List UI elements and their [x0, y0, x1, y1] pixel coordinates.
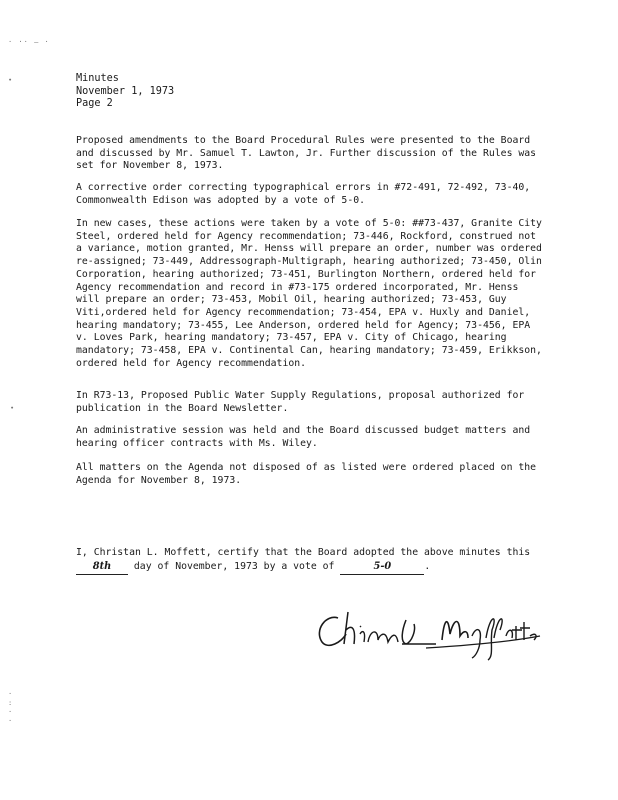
paragraph-corrective-order: A corrective order correcting typographical errors in #72-491, 72-492, 73-40, Commonwealth Edison was adopted by a vote of 5-0.	[76, 182, 531, 206]
document-header	[76, 73, 174, 111]
paragraph-new-cases: In new cases, these actions were taken by a vote of 5-0: ##73-437, Granite City Steel, ordered held for Agency recommendation; 73-446, Rockford, construed not a variance, motion granted, Mr. Henss will prepare an order, number was ordered re-assigned; 73-449, Addressograph-Multigraph, hearing authorized; 73-450, Olin Corporation, hearing authorized; 73-451, Burlington Northern, ordered held for Agency recommendation and record in #73-175 ordered incorporated, Mr. Henss will prepare an order; 73-453, Mobil Oil, hearing authorized; 73-453, Guy Viti,ordered held for Agency recommendation; 73-454, EPA v. Huxly and Daniel, hearing mandatory; 73-455, Lee Anderson, ordered held for Agency; 73-456, EPA v. Loves Park, hearing mandatory; 73-457, EPA v. City of Chicago, hearing mandatory; 73-458, EPA v. Continental Can, hearing mandatory; 73-459, Erikkson, ordered held for Agency recommendation.	[76, 218, 542, 369]
certification-text-part1: I, Christan L. Moffett, certify that the Board adopted the above minutes this	[76, 547, 531, 558]
header-date: November 1, 1973	[76, 85, 175, 97]
paragraph-water-supply: In R73-13, Proposed Public Water Supply Regulations, proposal authorized for publication in the Board Newsletter.	[76, 390, 525, 414]
scan-mark-middle: ∙	[10, 404, 16, 412]
signature-image	[308, 600, 544, 664]
scan-mark-bottom: · : · ·	[8, 690, 14, 725]
paragraph-administrative-session: An administrative session was held and the Board discussed budget matters and hearing officer contracts with Ms. Wiley.	[76, 425, 531, 449]
header-page-number: Page 2	[76, 98, 113, 110]
scan-mark-left: ∙	[8, 76, 14, 84]
certification-vote-field: 5-0	[340, 560, 424, 575]
header-title: Minutes	[76, 73, 119, 84]
certification-text-part3: .	[424, 561, 431, 572]
paragraph-agenda: All matters on the Agenda not disposed of as listed were ordered placed on the Agenda for November 8, 1973.	[76, 462, 537, 486]
scan-mark-top: · ·· — ·	[8, 38, 50, 46]
certification-text-part2: day of November, 1973 by a vote of	[133, 561, 335, 572]
paragraph-procedural-rules: Proposed amendments to the Board Procedural Rules were presented to the Board and discussed by Mr. Samuel T. Lawton, Jr. Further discussion of the Rules was set for November 8, 1973.	[76, 135, 537, 172]
certification-day-field: 8th	[76, 560, 128, 575]
certification-statement	[76, 546, 546, 575]
